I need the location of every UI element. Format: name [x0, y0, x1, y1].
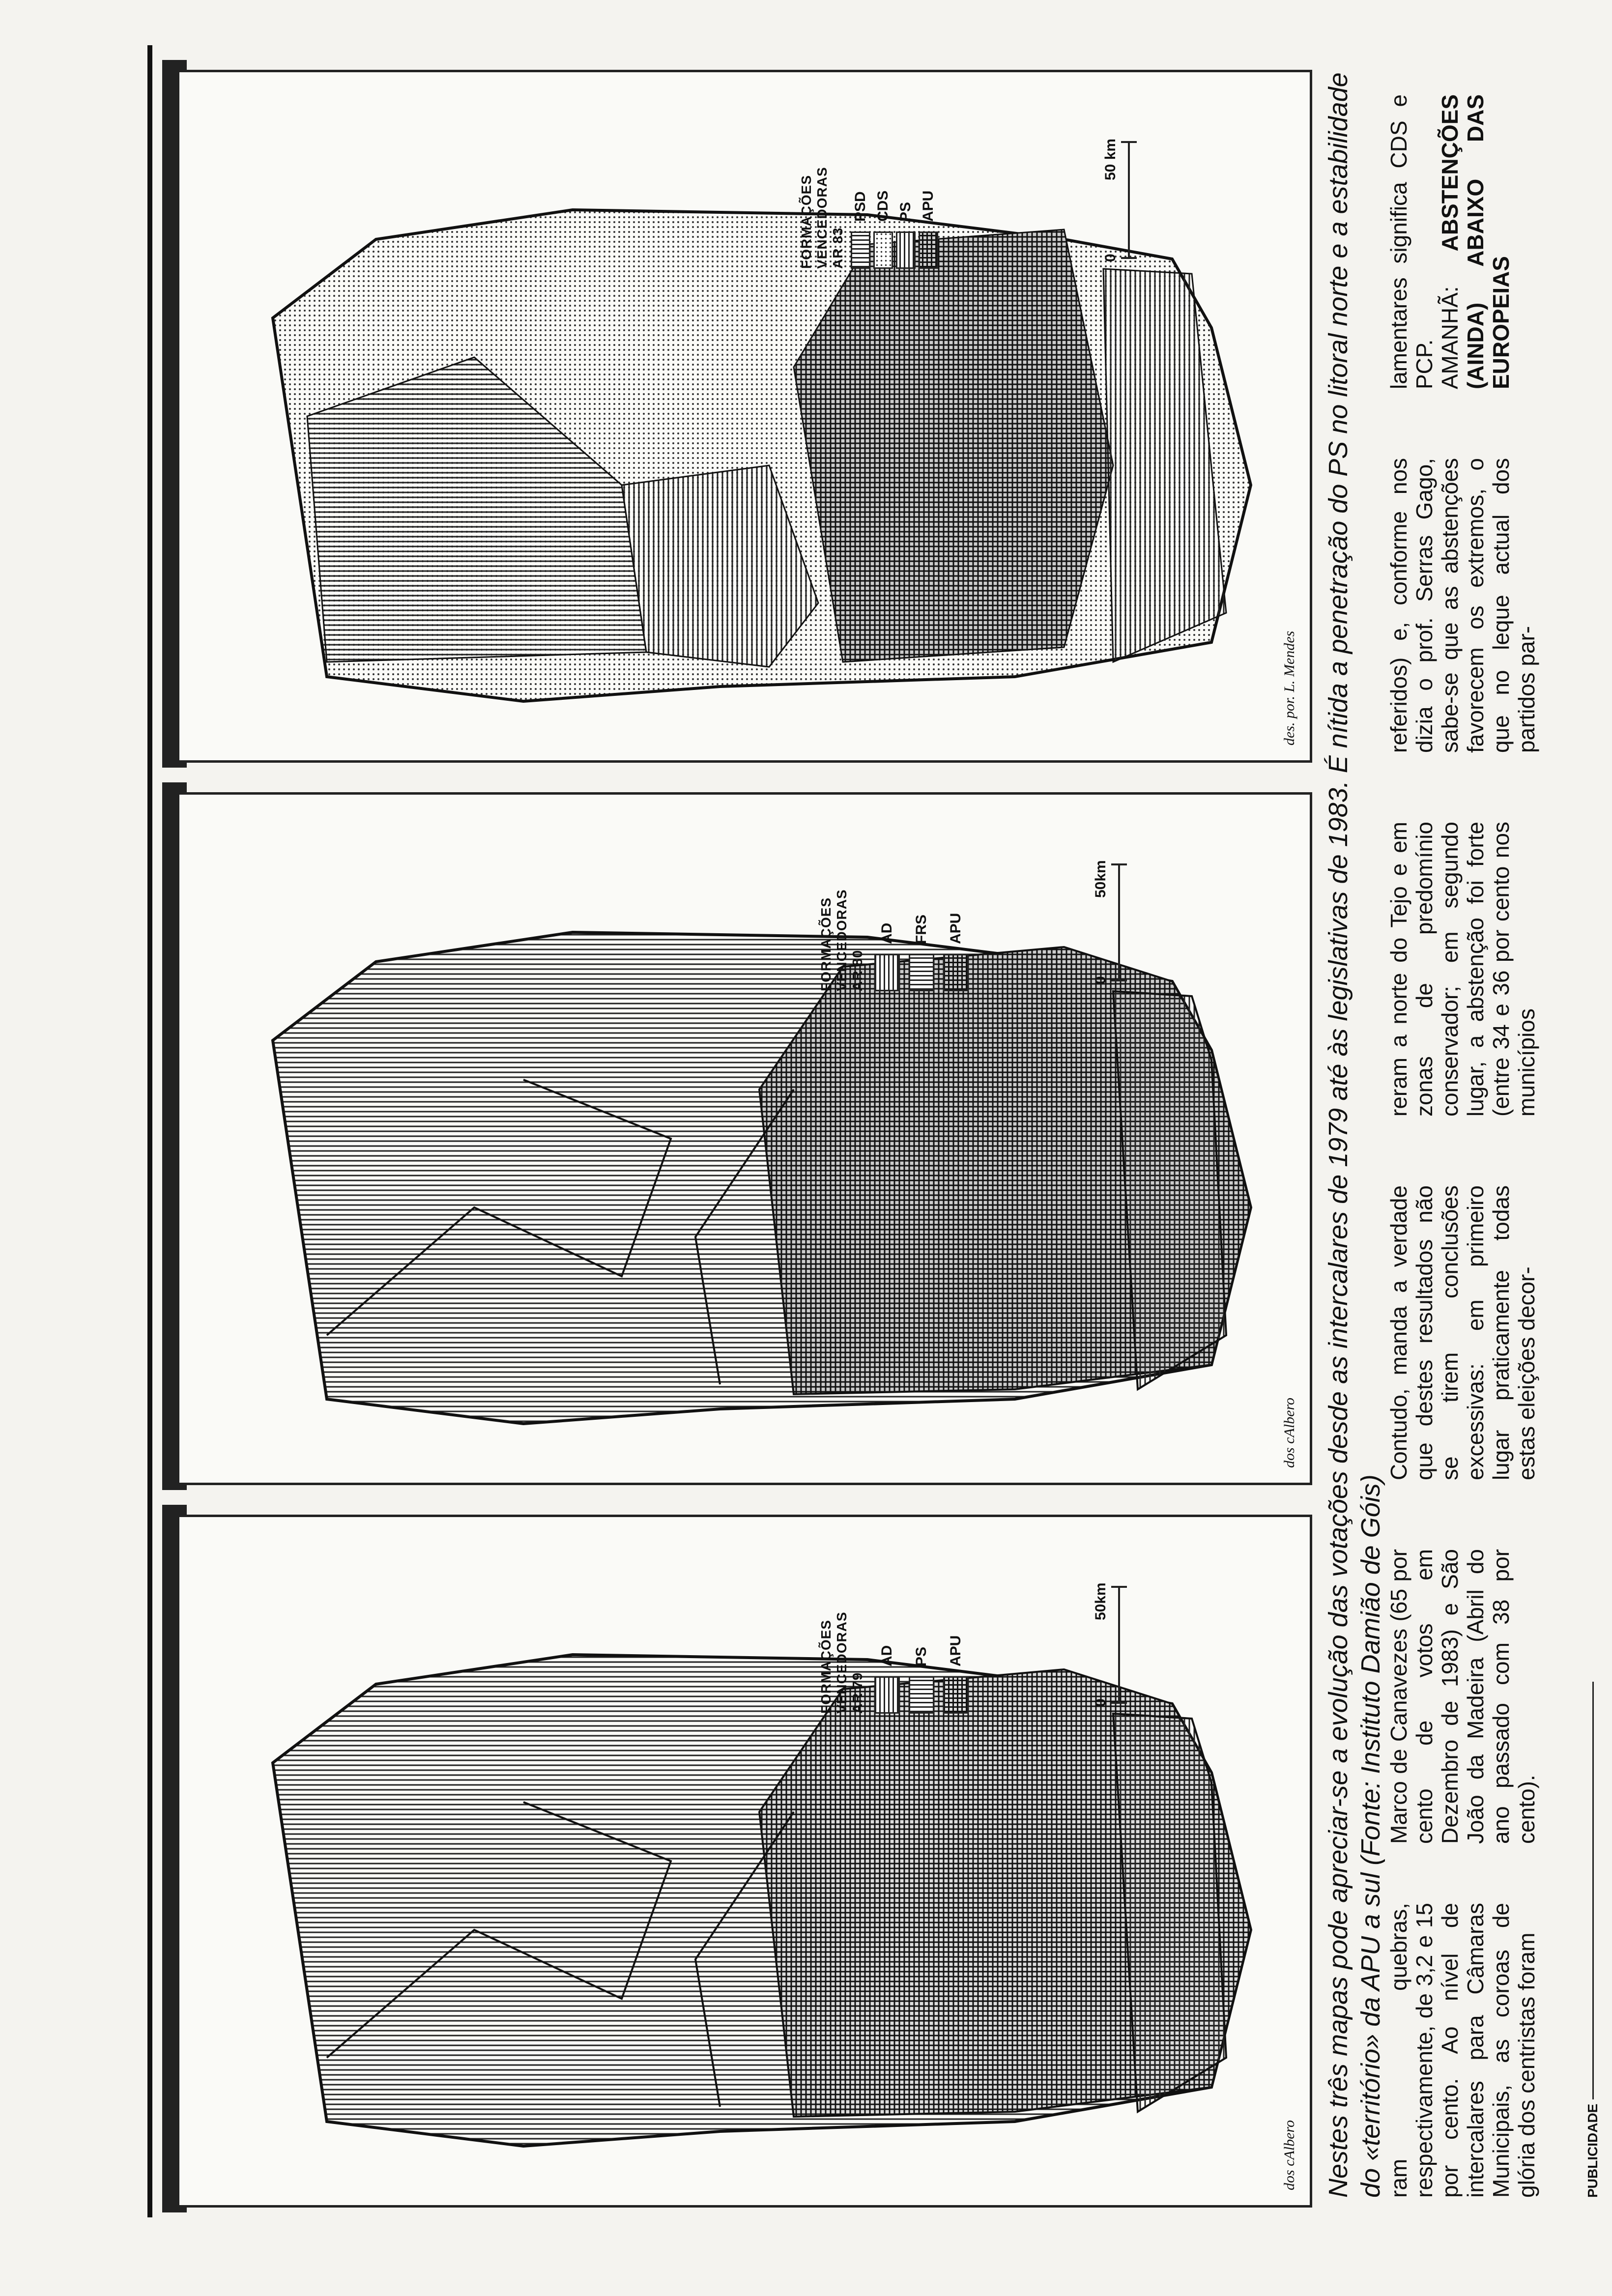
map-panel-ar80: [177, 792, 1312, 1485]
legend-swatch-hlines: [874, 1676, 900, 1714]
column-text: referidos) e, conforme nos dizia o prof. Serras Gago, sabe-se que as abstenções favorecem os extremos, o que no leque actual dos partidos par-: [1386, 458, 1539, 753]
scale-zero: 0: [1093, 1698, 1109, 1707]
legend-swatch-grid: [943, 954, 969, 991]
scale-line: [1118, 863, 1120, 981]
legend-label: AD: [879, 922, 895, 944]
legend-label: PSD: [852, 191, 868, 222]
legend-item-psd: [851, 167, 870, 269]
legend-ar79: [818, 1611, 969, 1714]
legend-title-line-1: FORMAÇÕES: [818, 897, 834, 991]
legend-swatch-hlines: [874, 954, 900, 991]
legend-ar80: [818, 889, 969, 991]
map-credit: des. por. L. Mendes: [1281, 631, 1297, 746]
legend-item-cds: [873, 167, 893, 269]
legend-label: APU: [920, 190, 936, 222]
legend-item-ad: [874, 1611, 900, 1714]
legend-swatch-vlines: [909, 1676, 934, 1714]
legend-swatch-dots: [873, 231, 893, 269]
column-text: Contudo, manda a verdade que destes resultados não se tirem conclusões excessivas: em primeiro lugar praticamente todas estas eleições decor-: [1386, 1185, 1539, 1480]
scale-line: [1128, 141, 1130, 259]
legend-item-apu: [943, 889, 969, 991]
publicidade-rule: [1592, 1682, 1594, 2099]
legend-item-ad: [874, 889, 900, 991]
scale-label: 50km: [1093, 1582, 1109, 1620]
scale-tick: [1121, 141, 1137, 143]
legend-ar83: [799, 167, 938, 269]
map-credit: dos cAlbero: [1281, 2120, 1297, 2190]
legend-title-line-2: VENCEDORAS: [814, 167, 830, 269]
legend-title-line-3: AR 79: [850, 1672, 865, 1714]
top-frame-rule: [147, 45, 152, 2217]
legend-title-line-2: VENCEDORAS: [834, 1611, 849, 1714]
article-column-1: [1386, 1903, 1539, 2198]
scale-zero: 0: [1102, 254, 1119, 262]
legend-title-line-3: AR 80: [850, 949, 865, 991]
legend-label: AD: [879, 1645, 895, 1666]
legend-label: PS: [913, 1646, 929, 1666]
scale-line: [1118, 1586, 1120, 1704]
scale-bar-ar79: [1084, 1576, 1143, 1707]
legend-label: APU: [948, 913, 964, 944]
legend-title-line-1: FORMAÇÕES: [818, 1620, 834, 1714]
legend-item-apu: [919, 167, 938, 269]
legend-title-line-3: AR 83: [830, 227, 845, 269]
legend-item-frs: [909, 889, 934, 991]
caption-line-2: do «território» da APU a sul (Fonte: Instituto Damião de Góis): [1356, 1474, 1385, 2198]
article-column-5: [1386, 458, 1539, 753]
legend-swatch-vlines: [851, 231, 870, 269]
scale-zero: 0: [1093, 976, 1109, 984]
legend-title-line-2: VENCEDORAS: [834, 889, 849, 991]
article-columns: [1386, 35, 1583, 2198]
article-column-4: [1386, 822, 1539, 1117]
legend-item-ps: [909, 1611, 934, 1714]
legend-label: FRS: [913, 915, 929, 944]
legend-label: PS: [897, 201, 914, 222]
legend-item-ps: [896, 167, 916, 269]
map-region-south-apu: [794, 230, 1113, 662]
legend-item-apu: [943, 1611, 969, 1714]
legend-label: CDS: [875, 190, 891, 222]
legend-swatch-vlines: [909, 954, 934, 991]
amanha-teaser: [1437, 94, 1514, 389]
legend-label: APU: [948, 1635, 964, 1666]
scale-tick: [1111, 979, 1127, 981]
map-caption: [1322, 35, 1387, 2198]
article-column-2: [1386, 1549, 1539, 1844]
legend-swatch-grid: [943, 1676, 969, 1714]
article-column-6: [1386, 94, 1514, 389]
scale-tick: [1111, 863, 1127, 865]
amanha-prefix: AMANHÃ:: [1437, 286, 1463, 389]
legend-swatch-grid: [919, 231, 938, 269]
column-text: lamentares significa CDS e PCP.: [1386, 94, 1437, 389]
scale-bar-ar80: [1084, 854, 1143, 984]
column-text: reram a norte do Tejo e em zonas de predomínio conservador; em segundo lugar, a abstenção foi forte (entre 34 e 36 por cento nos municípios: [1386, 822, 1539, 1117]
map-panel-ar83: [177, 70, 1312, 763]
amanha-headline: ABSTENÇÕES (AINDA) ABAIXO DAS EUROPEIAS: [1437, 94, 1514, 389]
publicidade-label: PUBLICIDADE: [1585, 2103, 1600, 2198]
scale-label: 50km: [1093, 860, 1109, 898]
caption-line-1: Nestes três mapas pode apreciar-se a evolução das votações desde as intercalares de 1979 até às legislativas de 1983. É nítida a penetração do PS no litoral norte e a estabilidade: [1324, 72, 1353, 2198]
map-credit: dos cAlbero: [1281, 1397, 1297, 1468]
legend-title-line-1: FORMAÇÕES: [799, 175, 814, 269]
article-column-3: [1386, 1185, 1539, 1480]
column-text: ram quebras, respectivamente, de 3,2 e 15 por cento. Ao nível de intercalares para Câmaras Municipais, as coroas de glória dos centristas foram: [1386, 1903, 1539, 2198]
legend-swatch-hlines: [896, 231, 916, 269]
scale-tick: [1121, 257, 1137, 259]
scale-tick: [1111, 1702, 1127, 1704]
scale-label: 50 km: [1102, 138, 1119, 180]
scale-bar-ar83: [1094, 131, 1152, 262]
column-text: Marco de Canavezes (65 por cento de votos em Dezembro de 1983) e São João da Madeira (Abril do ano passado com 38 por cento).: [1386, 1549, 1539, 1844]
map-panel-ar79: [177, 1515, 1312, 2208]
scale-tick: [1111, 1586, 1127, 1588]
